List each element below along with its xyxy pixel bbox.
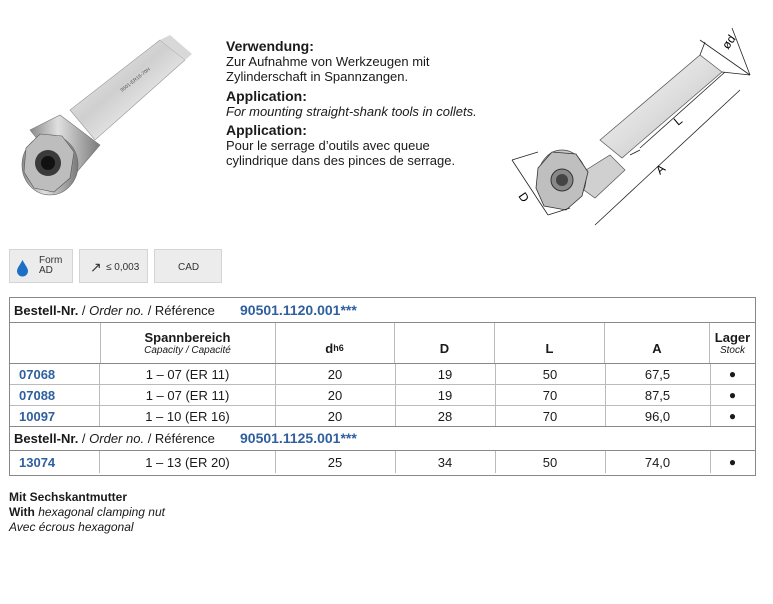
water-drop-icon <box>16 259 29 277</box>
label-A: A <box>652 161 669 178</box>
row-d: 25 <box>275 451 396 473</box>
row-stock: ● <box>728 367 737 381</box>
footer-line-de: Mit Sechskantmutter <box>9 490 128 504</box>
table-row[interactable] <box>10 364 755 385</box>
usage-heading-de: Verwendung: <box>226 38 314 54</box>
order-number-2[interactable]: 90501.1125.001*** <box>240 430 357 446</box>
row-stock: ● <box>728 409 737 423</box>
bestell-label-fr: Référence <box>154 303 215 318</box>
bestell-label-fr: Référence <box>154 431 215 446</box>
label-L: L <box>670 113 686 129</box>
row-d: 20 <box>275 364 396 384</box>
application-text-fr-2: cylindrique dans des pinces de serrage. <box>226 153 456 168</box>
cad-label: CAD <box>178 262 200 273</box>
group-heading-2: Bestell-Nr. / Order no. / Référence 90501.1125.001*** <box>10 427 755 451</box>
footer-line-en: With hexagonal clamping nut <box>9 505 165 519</box>
form-ad-label: AD <box>39 265 53 276</box>
table-row[interactable] <box>10 406 755 427</box>
runout-value: ≤ 0,003 <box>106 262 140 273</box>
row-d: 20 <box>275 385 396 405</box>
runout-arrow-icon: ↗ <box>90 259 102 275</box>
bestell-label-de: Bestell-Nr. <box>14 431 79 446</box>
bestell-label-en: Order no. <box>89 431 145 446</box>
technical-drawing <box>500 20 765 235</box>
row-range: 1 – 13 (ER 20) <box>100 451 276 473</box>
row-range: 1 – 10 (ER 16) <box>100 406 276 426</box>
bestell-label-de: Bestell-Nr. <box>14 303 79 318</box>
label-D: D <box>515 189 532 205</box>
row-A: 67,5 <box>605 364 711 384</box>
row-D: 28 <box>395 406 496 426</box>
row-stock: ● <box>728 455 737 469</box>
bestell-label-en: Order no. <box>89 303 145 318</box>
row-stock: ● <box>728 388 737 402</box>
header-lager: Lager <box>714 330 751 345</box>
header-capacity: Capacity / Capacité <box>144 345 231 356</box>
footer-line-fr: Avec écrous hexagonal <box>9 520 134 534</box>
row-D: 19 <box>395 385 496 405</box>
header-D: D <box>395 323 495 363</box>
order-number-1[interactable]: 90501.1120.001*** <box>240 302 357 318</box>
row-range: 1 – 07 (ER 11) <box>100 385 276 405</box>
header-L: L <box>495 323 605 363</box>
table-row[interactable] <box>10 451 755 473</box>
row-D: 19 <box>395 364 496 384</box>
table-row[interactable] <box>10 385 755 406</box>
application-heading-fr: Application: <box>226 122 307 138</box>
row-code[interactable]: 07088 <box>10 385 100 405</box>
row-code[interactable]: 13074 <box>10 451 100 473</box>
row-L: 50 <box>495 364 606 384</box>
header-spannbereich: Spannbereich <box>144 330 231 345</box>
row-L: 70 <box>495 385 606 405</box>
row-D: 34 <box>395 451 496 473</box>
runout-badge[interactable] <box>79 249 148 283</box>
row-d: 20 <box>275 406 396 426</box>
form-ad-badge[interactable] <box>9 249 73 283</box>
row-code[interactable]: 10097 <box>10 406 100 426</box>
row-range: 1 – 07 (ER 11) <box>100 364 276 384</box>
row-L: 70 <box>495 406 606 426</box>
table-header-row <box>10 323 755 364</box>
header-A: A <box>605 323 710 363</box>
header-dh6: d h6 <box>275 323 395 363</box>
row-L: 50 <box>495 451 606 473</box>
group-heading-1: Bestell-Nr. / Order no. / Référence 90501.1120.001*** <box>10 298 755 323</box>
svg-text:9501-ER16-70H: 9501-ER16-70H <box>119 66 152 94</box>
order-table <box>9 297 756 476</box>
form-label: Form <box>39 255 63 266</box>
application-text-en: For mounting straight-shank tools in collets. <box>226 104 477 119</box>
product-photo <box>10 30 195 205</box>
cad-badge[interactable] <box>154 249 222 283</box>
row-A: 96,0 <box>605 406 711 426</box>
usage-text-de-1: Zur Aufnahme von Werkzeugen mit <box>226 54 430 69</box>
application-heading-en: Application: <box>226 88 307 104</box>
usage-text-de-2: Zylinderschaft in Spannzangen. <box>226 69 409 84</box>
label-d: ød <box>718 32 739 52</box>
row-code[interactable]: 07068 <box>10 364 100 384</box>
row-A: 87,5 <box>605 385 711 405</box>
header-stock: Stock <box>719 345 745 356</box>
application-text-fr-1: Pour le serrage d’outils avec queue <box>226 138 430 153</box>
row-A: 74,0 <box>605 451 711 473</box>
